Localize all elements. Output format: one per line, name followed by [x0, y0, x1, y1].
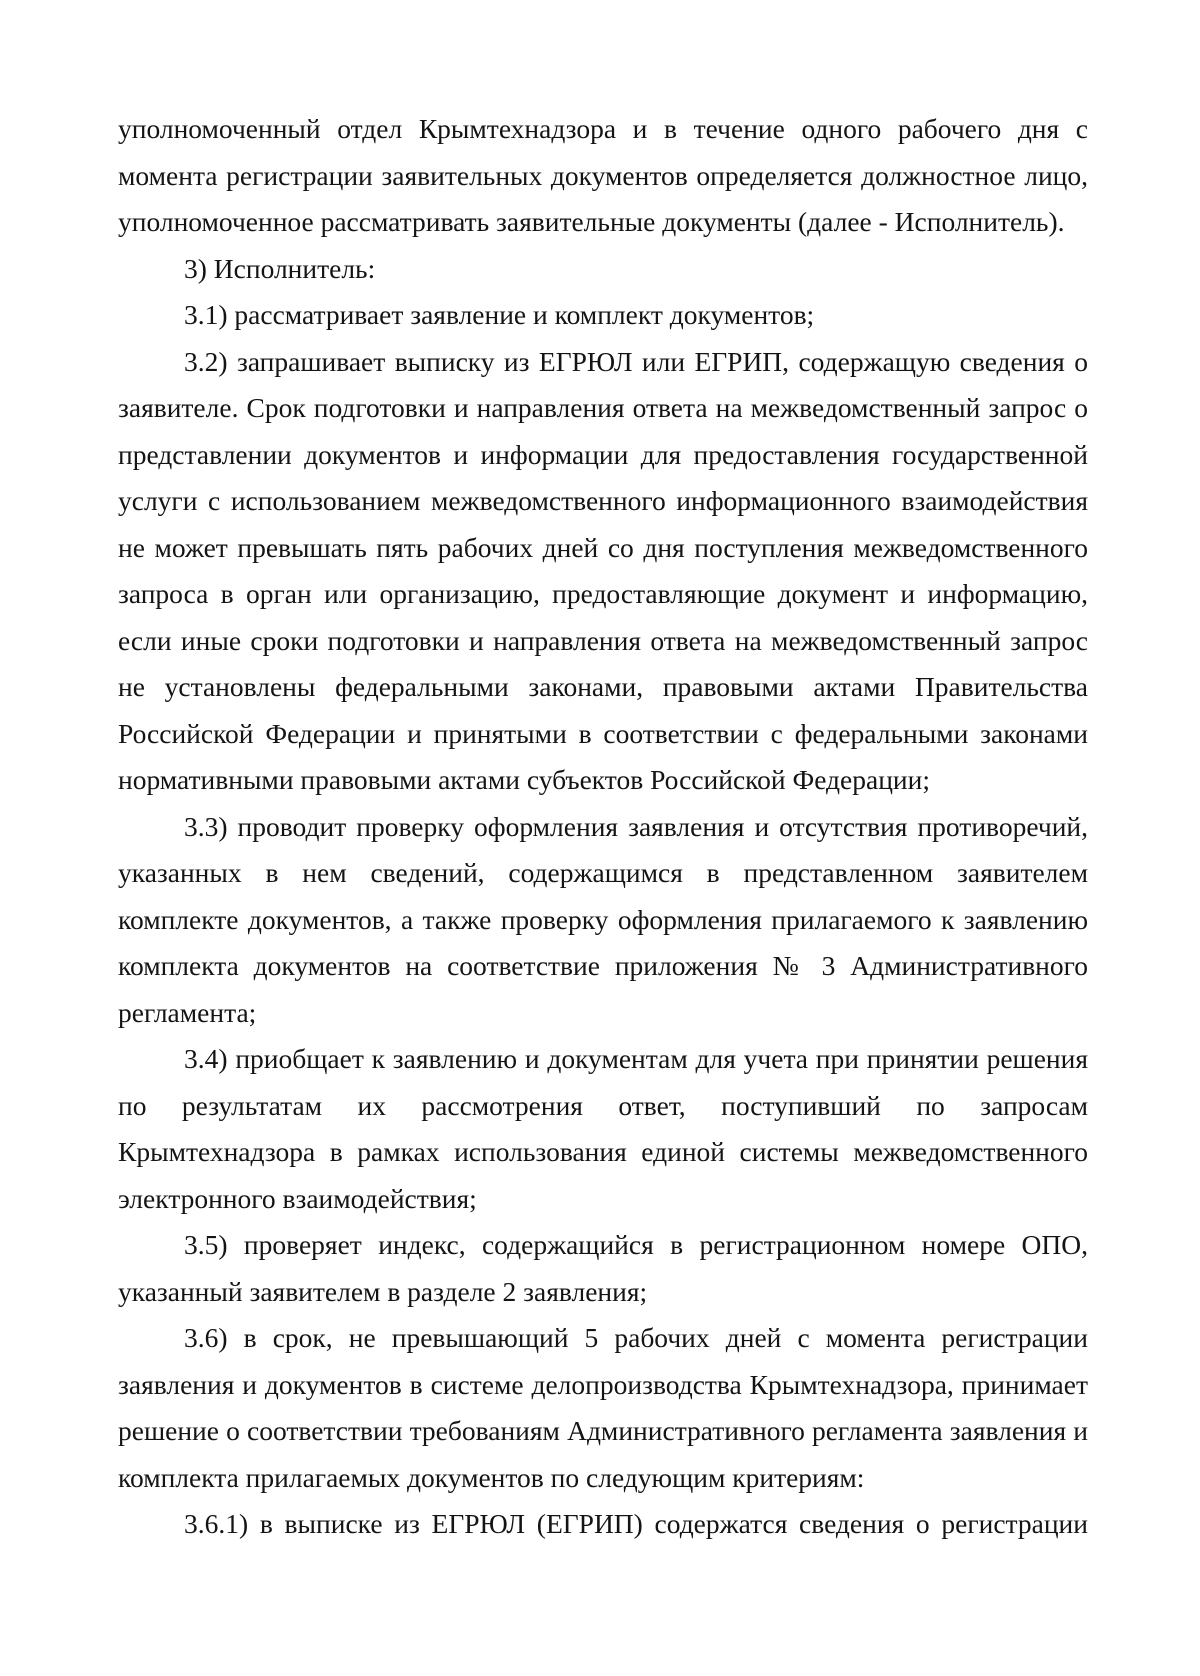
- paragraph-item-3-5: 3.5) проверяет индекс, содержащийся в регистрационном номере ОПО, указанный заявителем в разделе 2 заявления;: [118, 1229, 1088, 1307]
- paragraph-executor-heading: 3) Исполнитель:: [184, 252, 376, 284]
- paragraph-item-3-1: 3.1) рассматривает заявление и комплект документов;: [184, 299, 815, 330]
- paragraph-item-3-2: 3.2) запрашивает выписку из ЕГРЮЛ или ЕГРИП, содержащую сведения о заявителе. Срок подготовки и направления ответа на межведомственный запрос о представлении документов и информации для предоставления государственной услуги с использованием межведомственного информационного взаимодействия не может превышать пять рабочих дней со дня поступления межведомственного запроса в орган или организацию, предоставляющие документ и информацию, если иные сроки подготовки и направления ответа на межведомственный запрос не установлены федеральными законами, правовыми актами Правительства Российской Федерации и принятыми в соответствии с федеральными законами нормативными правовыми актами субъектов Российской Федерации;: [118, 345, 1088, 795]
- paragraph-item-3-6-1: 3.6.1) в выписке из ЕГРЮЛ (ЕГРИП) содержатся сведения о регистрации: [184, 1508, 1088, 1539]
- paragraph-item-3-3: 3.3) проводит проверку оформления заявления и отсутствия противоречий, указанных в нем сведений, содержащимся в представленном заявителем комплекте документов, а также проверку оформления прилагаемого к заявлению комплекта документов на соответствие приложения № 3 Административного регламента;: [118, 810, 1088, 1028]
- document-body: [118, 106, 1088, 1548]
- paragraph-authorized-department: уполномоченный отдел Крымтехнадзора и в течение одного рабочего дня с момента регистрации заявительных документов определяется должностное лицо, уполномоченное рассматривать заявительные документы (далее - Исполнитель).: [118, 113, 1088, 237]
- paragraph-item-3-4: 3.4) приобщает к заявлению и документам для учета при принятии решения по результатам их рассмотрения ответ, поступивший по запросам Крымтехнадзора в рамках использования единой системы межведомственного электронного взаимодействия;: [118, 1043, 1088, 1214]
- paragraph-item-3-6: 3.6) в срок, не превышающий 5 рабочих дней с момента регистрации заявления и документов в системе делопроизводства Крымтехнадзора, принимает решение о соответствии требованиям Административного регламента заявления и комплекта прилагаемых документов по следующим критериям:: [118, 1322, 1088, 1493]
